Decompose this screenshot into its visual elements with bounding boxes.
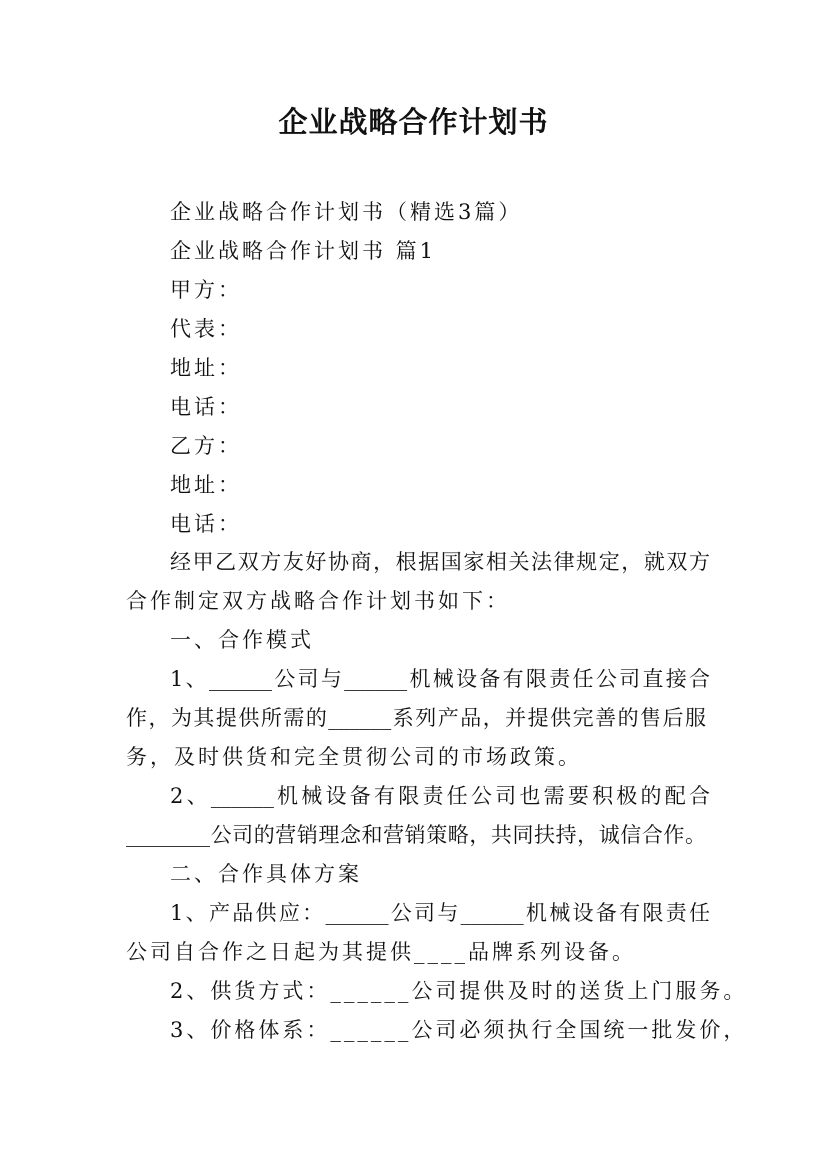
- address-label-b: 地址：: [170, 473, 242, 497]
- paragraph-line: 1、______公司与______机械设备有限责任公司直接合: [170, 667, 710, 691]
- paragraph-line: 公司自合作之日起为其提供____品牌系列设备。: [126, 940, 636, 964]
- document-title: 企业战略合作计划书: [278, 105, 549, 139]
- phone-label-b: 电话：: [170, 512, 242, 536]
- subtitle-line: 企业战略合作计划书（精选3篇）: [170, 200, 523, 224]
- paragraph-line: ________公司的营销理念和营销策略，共同扶持，诚信合作。: [126, 823, 706, 847]
- paragraph-line: 合作制定双方战略合作计划书如下：: [126, 589, 510, 613]
- paragraph-line: 作，为其提供所需的______系列产品，并提供完善的售后服: [126, 706, 706, 730]
- address-label: 地址：: [170, 356, 242, 380]
- heading-line: 二、合作具体方案: [170, 862, 362, 886]
- paragraph-line: 2、供货方式：______公司提供及时的送货上门服务。: [170, 979, 748, 1003]
- paragraph-line: 经甲乙双方友好协商，根据国家相关法律规定，就双方: [170, 550, 710, 574]
- paragraph-line: 1、产品供应：______公司与______机械设备有限责任: [170, 901, 710, 925]
- heading-line: 一、合作模式: [170, 628, 314, 652]
- paragraph-line: 务，及时供货和完全贯彻公司的市场政策。: [126, 745, 582, 769]
- section-heading-line: 企业战略合作计划书 篇1: [170, 239, 437, 263]
- paragraph-line: 3、价格体系：______公司必须执行全国统一批发价，: [170, 1018, 748, 1042]
- party-b-label: 乙方：: [170, 434, 242, 458]
- phone-label: 电话：: [170, 395, 242, 419]
- paragraph-line: 2、______机械设备有限责任公司也需要积极的配合: [170, 784, 710, 808]
- party-a-label: 甲方：: [170, 278, 242, 302]
- representative-label: 代表：: [170, 317, 242, 341]
